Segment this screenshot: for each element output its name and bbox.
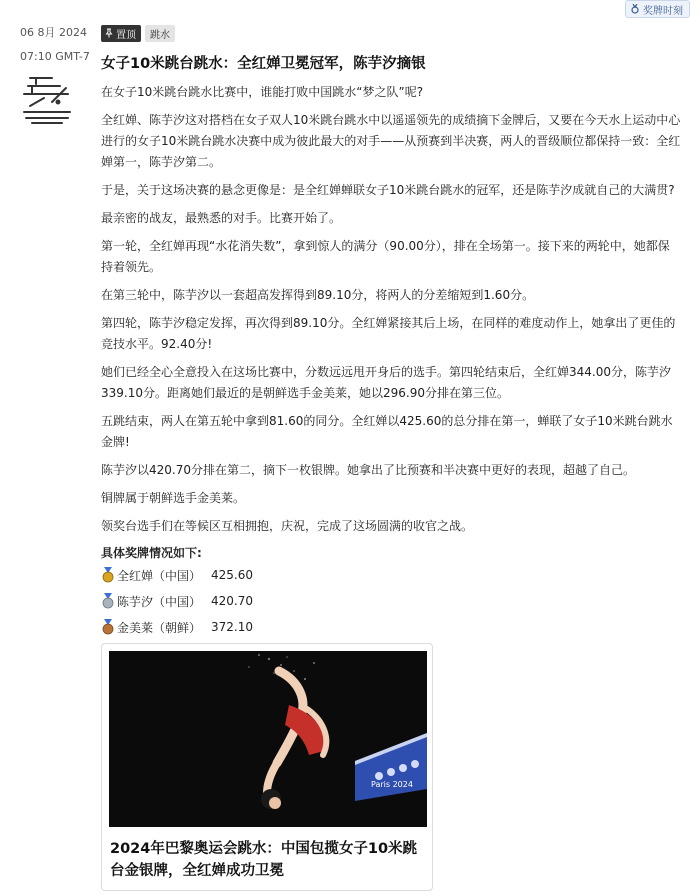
medal-moment-badge[interactable] [625,0,690,18]
timeline-column [0,0,92,896]
post-time: 07:10 GMT-7 [20,50,90,63]
medals-heading: 具体奖牌情况如下: [101,546,202,560]
medalist-score: 372.10 [211,620,254,634]
article-paragraph: 她们已经全心全意投入在这场比赛中，分数远远甩开身后的选手。第四轮结束后，全红婵344.00分，陈芋汐339.10分。距离她们最近的是朝鲜选手金美莱，她以296.90分排在第三位。 [101,365,671,400]
medal-row [101,614,681,640]
article [101,24,681,640]
article-paragraph: 于是，关于这场决赛的悬念更像是：是全红婵蝉联女子10米跳台跳水的冠军，还是陈芋汐成就自己的大满贯? [101,183,675,197]
article-paragraph: 第四轮，陈芋汐稳定发挥，再次得到89.10分。全红婵紧接其后上场，在同样的难度动作上，她拿出了更佳的竞技水平。92.40分! [101,316,676,351]
medalist-score: 425.60 [211,568,254,582]
medalist-score: 420.70 [211,594,254,608]
board-text: Paris 2024 [371,780,413,789]
article-paragraph: 铜牌属于朝鲜选手金美莱。 [101,491,246,505]
article-paragraph: 第一轮，全红婵再现“水花消失数”，拿到惊人的满分（90.00分），排在全场第一。接下来的两轮中，她都保持着领先。 [101,239,670,274]
tag-row [101,24,681,42]
pinned-label: 置顶 [116,29,136,41]
medal-row [101,562,681,588]
article-paragraph: 全红婵、陈芋汐这对搭档在女子双人10米跳台跳水中以遥遥领先的成绩摘下金牌后，又要在今天水上运动中心进行的女子10米跳台跳水决赛中成为彼此最大的对手——从预赛到半决赛，两人的晋级顺位都保持一致：全红婵第一，陈芋汐第二。 [101,113,681,169]
medal-icon [630,4,640,14]
diver-photo[interactable] [109,651,427,827]
pinned-tag [101,25,141,42]
related-article-card[interactable] [101,643,433,891]
article-paragraph: 最亲密的战友，最熟悉的对手。比赛开始了。 [101,211,342,225]
related-article-title[interactable]: 2024年巴黎奥运会跳水：中国包揽女子10米跳台金银牌，全红婵成功卫冕 [110,841,418,879]
gold-medal-icon [101,567,115,583]
diving-pictogram-icon [22,72,72,124]
medalist-name: 金美莱（朝鲜） [117,620,202,635]
category-tag[interactable]: 跳水 [145,25,175,42]
silver-medal-icon [101,593,115,609]
article-paragraph: 在第三轮中，陈芋汐以一套超高发挥得到89.10分，将两人的分差缩短到1.60分。 [101,288,535,302]
article-title: 女子10米跳台跳水：全红婵卫冕冠军，陈芋汐摘银 [101,56,426,72]
article-paragraph: 在女子10米跳台跳水比赛中，谁能打败中国跳水“梦之队”呢? [101,85,424,99]
article-paragraph: 陈芋汐以420.70分排在第二，摘下一枚银牌。她拿出了比预赛和半决赛中更好的表现，超越了自己。 [101,463,635,477]
bronze-medal-icon [101,619,115,635]
post-date: 06 8月 2024 [20,26,87,39]
diver-photo-graphic [109,651,427,827]
medalist-name: 陈芋汐（中国） [117,594,202,609]
medalist-name: 全红婵（中国） [117,568,202,583]
medal-moment-label: 奖牌时刻 [643,5,683,17]
article-paragraph: 领奖台选手们在等候区互相拥抱，庆祝，完成了这场圆满的收官之战。 [101,519,474,533]
pin-icon [104,28,114,38]
medal-row [101,588,681,614]
article-paragraph: 五跳结束，两人在第五轮中拿到81.60的同分。全红婵以425.60的总分排在第一，蝉联了女子10米跳台跳水金牌! [101,414,673,449]
